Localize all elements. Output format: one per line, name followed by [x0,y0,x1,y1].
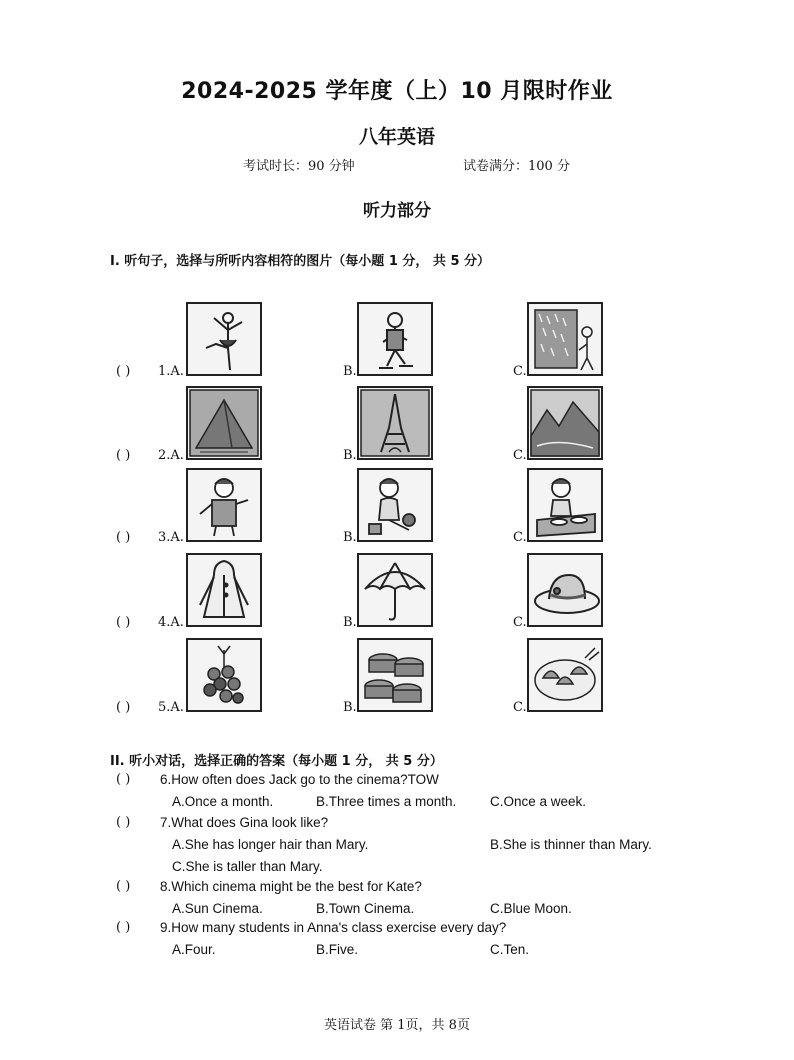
question-text: 9.How many students in Anna's class exercise every day? [160,920,507,935]
option-c[interactable]: C.Ten. [490,942,530,957]
option-label-b: B. [343,364,357,379]
pyramid-icon [188,388,260,458]
option-picture-a[interactable] [186,386,262,460]
full-score: 试卷满分：100 分 [463,159,570,174]
question-text: 7.What does Gina look like? [160,815,329,830]
girl-dressing-icon [188,470,260,540]
answer-blank[interactable]: ( ) [116,530,131,545]
answer-blank[interactable]: ( ) [116,920,131,935]
section-title: 听力部分 [363,201,431,221]
rainy-scene-icon [529,304,601,374]
option-picture-c[interactable] [527,386,603,460]
option-label-c: C. [513,364,527,379]
mooncakes-icon [359,640,431,710]
girl-with-toys-icon [359,470,431,540]
option-label-b: B. [343,700,357,715]
option-picture-c[interactable] [527,553,603,627]
raincoat-icon [188,555,260,625]
option-picture-b[interactable] [357,386,433,460]
question-number: 4.A. [158,615,184,630]
option-a[interactable]: A.Four. [172,942,216,957]
girl-skating-icon [359,304,431,374]
option-a[interactable]: A.Sun Cinema. [172,901,263,916]
answer-blank[interactable]: ( ) [116,364,131,379]
option-a[interactable]: A.Once a month. [172,794,274,809]
answer-blank[interactable]: ( ) [116,879,131,894]
option-b[interactable]: B.Three times a month. [316,794,457,809]
ballet-dancer-icon [188,304,260,374]
option-picture-a[interactable] [186,553,262,627]
part1-heading: I. 听句子，选择与所听内容相符的图片（每小题 1 分， 共 5 分） [110,254,491,269]
option-c[interactable]: C.Once a week. [490,794,587,809]
option-b[interactable]: B.She is thinner than Mary. [490,837,652,852]
subject-title: 八年英语 [358,126,435,148]
exam-title: 2024-2025 学年度（上）10 月限时作业 [181,79,613,104]
mountains-icon [529,388,601,458]
option-label-c: C. [513,615,527,630]
option-label-b: B. [343,448,357,463]
option-a[interactable]: A.She has longer hair than Mary. [172,837,369,852]
question-number: 3.A. [158,530,184,545]
time-limit: 考试时长：90 分钟 [243,159,355,174]
umbrella-icon [359,555,431,625]
option-b[interactable]: B.Town Cinema. [316,901,415,916]
option-label-c: C. [513,700,527,715]
option-picture-c[interactable] [527,468,603,542]
option-picture-b[interactable] [357,553,433,627]
option-label-c: C. [513,530,527,545]
option-picture-a[interactable] [186,638,262,712]
answer-blank[interactable]: ( ) [116,772,131,787]
option-picture-b[interactable] [357,302,433,376]
sun-hat-icon [529,555,601,625]
question-number: 2.A. [158,448,184,463]
page-footer: 英语试卷 第 1页，共 8页 [324,1018,470,1033]
option-label-c: C. [513,448,527,463]
option-picture-a[interactable] [186,302,262,376]
eiffel-tower-icon [359,388,431,458]
option-picture-c[interactable] [527,302,603,376]
answer-blank[interactable]: ( ) [116,615,131,630]
question-text: 8.Which cinema might be the best for Kate? [160,879,422,894]
option-picture-c[interactable] [527,638,603,712]
option-label-b: B. [343,615,357,630]
question-text: 6.How often does Jack go to the cinema?TOW [160,772,439,787]
answer-blank[interactable]: ( ) [116,448,131,463]
girl-eating-icon [529,470,601,540]
option-picture-b[interactable] [357,638,433,712]
option-c[interactable]: C.She is taller than Mary. [172,859,323,874]
option-picture-a[interactable] [186,468,262,542]
question-number: 1.A. [158,364,184,379]
option-c[interactable]: C.Blue Moon. [490,901,572,916]
question-number: 5.A. [158,700,184,715]
part2-heading: II. 听小对话，选择正确的答案（每小题 1 分， 共 5 分） [110,754,443,769]
answer-blank[interactable]: ( ) [116,815,131,830]
flower-plant-icon [188,640,260,710]
dumplings-icon [529,640,601,710]
option-label-b: B. [343,530,357,545]
option-picture-b[interactable] [357,468,433,542]
answer-blank[interactable]: ( ) [116,700,131,715]
option-b[interactable]: B.Five. [316,942,359,957]
